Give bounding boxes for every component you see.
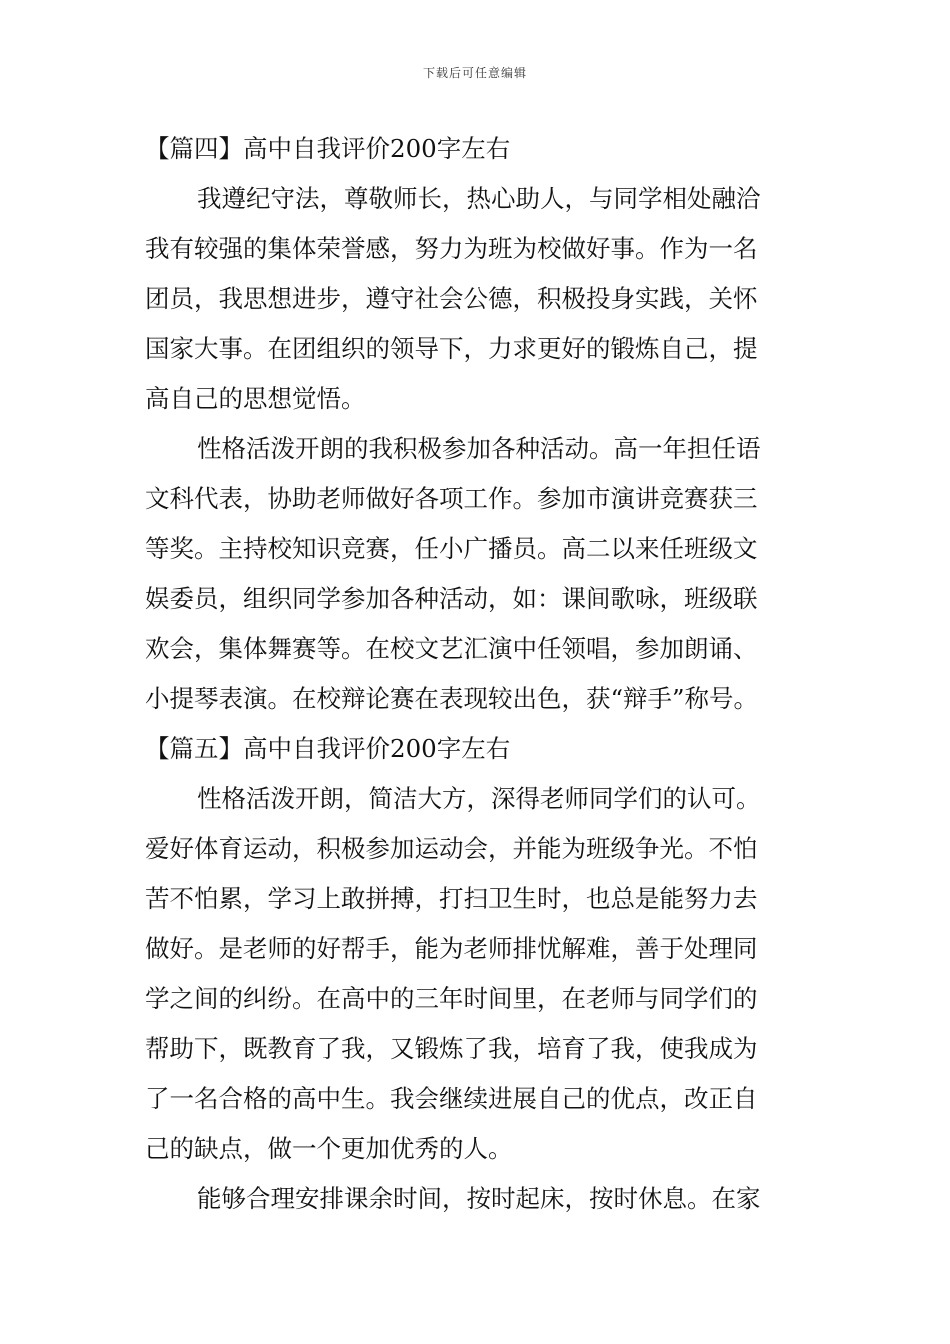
text-line: 我有较强的集体荣誉感，努力为班为校做好事。作为一名 [145, 234, 758, 263]
text-line: 国家大事。在团组织的领导下，力求更好的锻炼自己，提 [145, 334, 758, 363]
text-line: 苦不怕累，学习上敢拼搏，打扫卫生时，也总是能努力去 [145, 884, 758, 913]
text-line: 文科代表，协助老师做好各项工作。参加市演讲竞赛获三 [145, 484, 758, 513]
text-line: 能够合理安排课余时间，按时起床，按时休息。在家 [197, 1184, 761, 1213]
section-heading: 【篇五】高中自我评价200字左右 [145, 734, 511, 763]
text-line: 性格活泼开朗，简洁大方，深得老师同学们的认可。 [197, 784, 761, 813]
text-line: 等奖。主持校知识竞赛，任小广播员。高二以来任班级文 [145, 534, 758, 563]
text-line: 我遵纪守法，尊敬师长，热心助人，与同学相处融洽 [197, 184, 761, 213]
text-line: 小提琴表演。在校辩论赛在表现较出色，获“辩手”称号。 [145, 684, 759, 713]
text-line: 做好。是老师的好帮手，能为老师排忧解难，善于处理同 [145, 934, 758, 963]
text-line: 娱委员，组织同学参加各种活动，如：课间歌咏，班级联 [145, 584, 758, 613]
text-line: 性格活泼开朗的我积极参加各种活动。高一年担任语 [197, 434, 761, 463]
text-line: 欢会，集体舞赛等。在校文艺汇演中任领唱，参加朗诵、 [145, 634, 758, 663]
text-line: 学之间的纠纷。在高中的三年时间里，在老师与同学们的 [145, 984, 758, 1013]
document-body [145, 124, 810, 1224]
text-line: 己的缺点，做一个更加优秀的人。 [145, 1134, 513, 1163]
text-line: 团员，我思想进步，遵守社会公德，积极投身实践，关怀 [145, 284, 758, 313]
text-line: 了一名合格的高中生。我会继续进展自己的优点，改正自 [145, 1084, 758, 1113]
section-heading: 【篇四】高中自我评价200字左右 [145, 134, 511, 163]
text-line: 帮助下，既教育了我，又锻炼了我，培育了我，使我成为 [145, 1034, 758, 1063]
text-line: 爱好体育运动，积极参加运动会，并能为班级争光。不怕 [145, 834, 758, 863]
text-line: 高自己的思想觉悟。 [145, 384, 366, 413]
page-header-note: 下载后可任意编辑 [422, 66, 527, 80]
